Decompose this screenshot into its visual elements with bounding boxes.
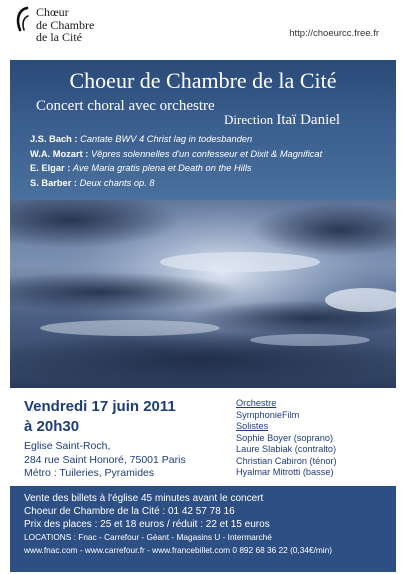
website-url[interactable]: http://choeurcc.free.fr bbox=[289, 28, 379, 39]
program-work: Cantate BWV 4 Christ lag in todesbanden bbox=[80, 134, 253, 144]
program-list bbox=[30, 132, 322, 190]
program-work: Vêpres solennelles d'un confesseur et Dixit & Magnificat bbox=[90, 148, 323, 159]
orchestra-heading: Orchestre bbox=[236, 398, 277, 408]
ticket-locations: LOCATIONS : Fnac - Carrefour - Géant - Magasins U - Intermarché bbox=[24, 532, 272, 542]
header bbox=[0, 0, 405, 60]
ticket-prices: Prix des places : 25 et 18 euros / réduit : 22 et 15 euros bbox=[24, 519, 270, 530]
sky-photo bbox=[10, 200, 396, 388]
event-date: Vendredi 17 juin 2011 bbox=[24, 398, 176, 415]
soloists-heading: Solistes bbox=[236, 421, 269, 431]
orchestra-name: SymphonieFilm bbox=[236, 409, 300, 420]
ticket-phone: Choeur de Chambre de la Cité : 01 42 57 78 16 bbox=[24, 506, 235, 517]
soloist-item: Hyalmar Mitrotti (basse) bbox=[236, 467, 334, 477]
venue-name: Eglise Saint-Roch, bbox=[24, 440, 111, 452]
program-composer: J.S. Bach : bbox=[30, 134, 78, 144]
choir-logo bbox=[6, 2, 126, 48]
logo-line-1: Chœur bbox=[36, 5, 69, 19]
soloist-item: Sophie Boyer (soprano) bbox=[236, 432, 334, 443]
logo-text bbox=[36, 6, 94, 44]
program-composer: E. Elgar : bbox=[30, 163, 71, 173]
director-label: Direction bbox=[224, 112, 274, 127]
director-credit bbox=[224, 112, 340, 129]
event-info bbox=[10, 388, 396, 484]
ticket-sale-note: Vente des billets à l'église 45 minutes avant le concert bbox=[24, 493, 264, 504]
soloist-item: Laure Slabiak (contralto) bbox=[236, 444, 337, 454]
title-block bbox=[10, 60, 396, 200]
logo-line-2: de Chambre bbox=[36, 17, 95, 32]
event-venue bbox=[24, 440, 186, 481]
program-item bbox=[30, 147, 322, 162]
logo-line-3: de la Cité bbox=[36, 30, 82, 44]
ticket-info bbox=[10, 486, 396, 572]
event-time: à 20h30 bbox=[24, 418, 80, 435]
venue-address: 284 rue Saint Honoré, 75001 Paris bbox=[24, 453, 186, 466]
logo-mark-icon bbox=[14, 6, 30, 34]
performers bbox=[236, 398, 337, 479]
program-work: Ave Maria gratis plena et Death on the Hills bbox=[72, 163, 252, 173]
program-item bbox=[30, 176, 322, 191]
director-name: Itaï Daniel bbox=[276, 112, 341, 128]
cloud-image bbox=[10, 200, 396, 388]
program-item bbox=[30, 132, 322, 147]
ticket-websites: www.fnac.com - www.carrefour.fr - www.francebillet.com 0 892 68 36 22 (0,34€/min) bbox=[24, 545, 333, 555]
program-work: Deux chants op. 8 bbox=[79, 177, 155, 188]
program-composer: W.A. Mozart : bbox=[30, 148, 89, 159]
venue-metro: Métro : Tuileries, Pyramides bbox=[24, 467, 155, 479]
program-composer: S. Barber : bbox=[30, 177, 78, 188]
program-item bbox=[30, 161, 322, 176]
soloist-item: Christian Cabiron (ténor) bbox=[236, 455, 337, 466]
page-title: Choeur de Chambre de la Cité bbox=[69, 68, 337, 93]
concert-subtitle: Concert choral avec orchestre bbox=[36, 98, 215, 114]
